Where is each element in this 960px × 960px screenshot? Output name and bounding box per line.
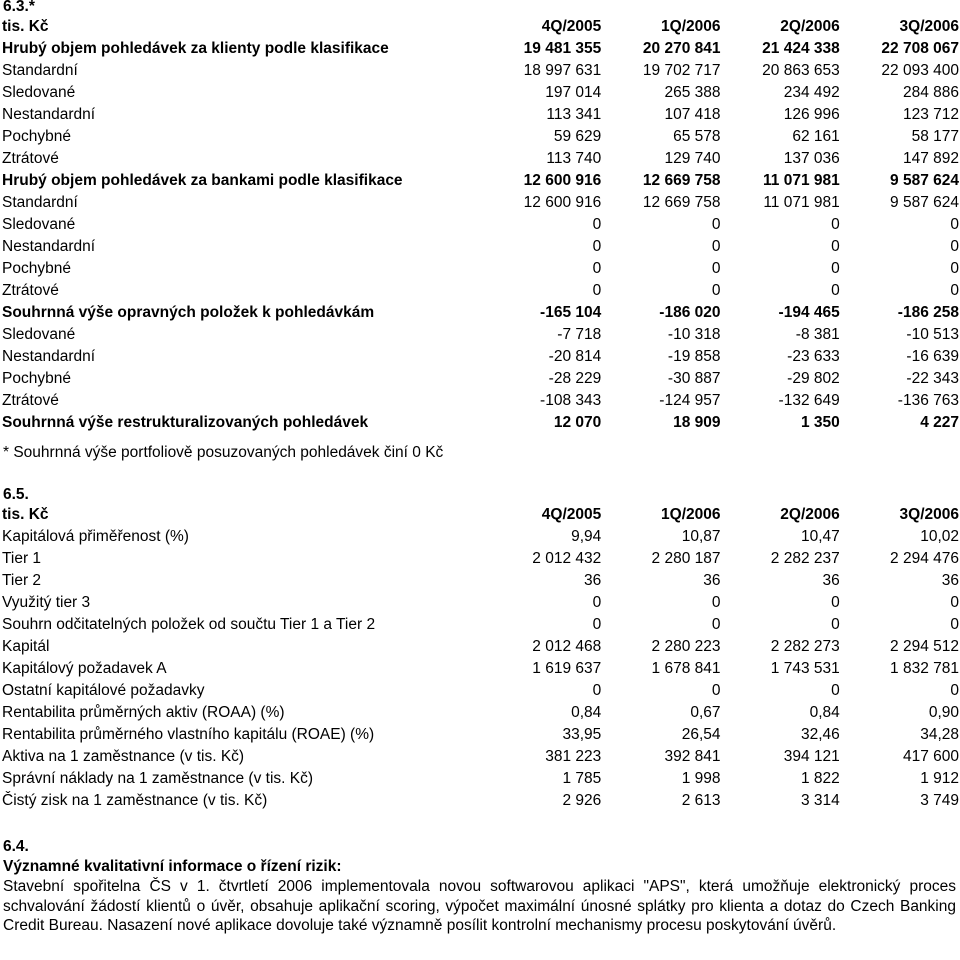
cell-value: 0,84 [571, 704, 602, 721]
cell-value: 32,46 [800, 726, 840, 743]
cell-value: -20 814 [548, 348, 602, 365]
cell-value: 137 036 [783, 150, 840, 167]
row-label: Kapitálový požadavek A [2, 660, 167, 677]
cell-value: 12 669 758 [642, 194, 721, 211]
row-label: Tier 2 [2, 572, 42, 589]
row-label: Sledované [2, 216, 76, 233]
cell-value: 0 [592, 216, 602, 233]
cell-value: 0 [711, 282, 721, 299]
row-label: Čistý zisk na 1 zaměstnance (v tis. Kč) [2, 792, 268, 809]
cell-value: -22 343 [906, 370, 959, 387]
table-row [2, 526, 959, 548]
cell-value: 2 282 273 [770, 638, 840, 655]
table-row [2, 38, 959, 60]
cell-value: -16 639 [906, 348, 959, 365]
cell-value: -186 258 [897, 304, 959, 321]
cell-value: 9,94 [571, 528, 602, 545]
table-row [2, 324, 959, 346]
row-label: Standardní [2, 194, 78, 211]
row-label: Sledované [2, 326, 76, 343]
cell-value: -10 513 [906, 326, 959, 343]
cell-value: 36 [584, 572, 602, 589]
section-6-3-heading: 6.3.* [3, 0, 35, 15]
cell-value: 36 [822, 572, 840, 589]
cell-value: 126 996 [783, 106, 840, 123]
cell-value: 10,02 [920, 528, 959, 545]
cell-value: 123 712 [902, 106, 959, 123]
table-header-row [2, 16, 959, 38]
row-label: Souhrnná výše restrukturalizovaných pohledávek [2, 414, 369, 431]
cell-value: 0 [711, 682, 721, 699]
table-row [2, 170, 959, 192]
table-row [2, 60, 959, 82]
capital-adequacy-table [2, 504, 959, 812]
column-header: 4Q/2005 [541, 18, 602, 35]
cell-value: 0 [950, 682, 959, 699]
cell-value: 0 [831, 616, 840, 633]
cell-value: 2 294 476 [890, 550, 959, 567]
row-label: Aktiva na 1 zaměstnance (v tis. Kč) [2, 748, 245, 765]
cell-value: -132 649 [778, 392, 840, 409]
cell-value: 1 832 781 [890, 660, 959, 677]
cell-value: 2 280 223 [651, 638, 721, 655]
cell-value: 12 070 [553, 414, 602, 431]
cell-value: -194 465 [778, 304, 840, 321]
row-label: Ostatní kapitálové požadavky [2, 682, 205, 699]
row-label: Standardní [2, 62, 78, 79]
cell-value: 2 926 [562, 792, 602, 809]
table-row [2, 236, 959, 258]
unit-label: tis. Kč [2, 506, 49, 523]
cell-value: 197 014 [545, 84, 602, 101]
cell-value: 129 740 [664, 150, 721, 167]
cell-value: 0 [592, 682, 602, 699]
row-label: Nestandardní [2, 238, 96, 255]
row-label: Souhrnná výše opravných položek k pohledávkám [2, 304, 375, 321]
cell-value: 22 093 400 [881, 62, 959, 79]
cell-value: 2 012 468 [532, 638, 602, 655]
table-header-row [2, 504, 959, 526]
table-row [2, 636, 959, 658]
cell-value: 20 270 841 [642, 40, 721, 57]
cell-value: 0 [950, 594, 959, 611]
cell-value: 392 841 [664, 748, 721, 765]
cell-value: 0 [592, 616, 602, 633]
row-label: Rentabilita průměrných aktiv (ROAA) (%) [2, 704, 285, 721]
cell-value: 1 743 531 [770, 660, 840, 677]
table-row [2, 768, 959, 790]
column-header: 1Q/2006 [661, 506, 721, 523]
cell-value: -108 343 [540, 392, 602, 409]
table-row [2, 258, 959, 280]
cell-value: -124 957 [659, 392, 721, 409]
cell-value: 113 341 [546, 106, 602, 123]
cell-value: 1 350 [800, 414, 840, 431]
risk-management-paragraph: Stavební spořitelna ČS v 1. čtvrtletí 2006 implementovala novou softwarovou aplikaci "APS", která umožňuje elektronický proces schvalování žádostí klientů o úvěr, obsahuje aplikační scoring, výpočet maximální únosné splátky pro klienta a dotaz do Czech Banking Credit Bureau. Nasazení nové aplikace dovoluje také významně posílit kontrolní mechanismy procesu poskytování úvěrů. [3, 878, 956, 934]
cell-value: 0 [711, 260, 721, 277]
cell-value: 234 492 [783, 84, 840, 101]
table-row [2, 214, 959, 236]
cell-value: 58 177 [911, 128, 959, 145]
cell-value: 12 600 916 [523, 172, 602, 189]
cell-value: 113 740 [546, 150, 602, 167]
cell-value: 62 161 [792, 128, 840, 145]
cell-value: 3 314 [800, 792, 840, 809]
cell-value: 0 [831, 682, 840, 699]
cell-value: 381 223 [545, 748, 602, 765]
column-header: 1Q/2006 [661, 18, 721, 35]
row-label: Hrubý objem pohledávek za klienty podle klasifikace [2, 40, 389, 57]
cell-value: 2 282 237 [770, 550, 840, 567]
row-label: Pochybné [2, 370, 71, 387]
cell-value: 11 071 981 [763, 194, 840, 211]
row-label: Hrubý objem pohledávek za bankami podle klasifikace [2, 172, 403, 189]
cell-value: 2 294 512 [890, 638, 959, 655]
cell-value: 2 012 432 [532, 550, 602, 567]
cell-value: 9 587 624 [890, 172, 959, 189]
row-label: Správní náklady na 1 zaměstnance (v tis. Kč) [2, 770, 314, 787]
column-header: 3Q/2006 [899, 506, 959, 523]
cell-value: 22 708 067 [881, 40, 959, 57]
cell-value: 34,28 [920, 726, 959, 743]
cell-value: 26,54 [681, 726, 721, 743]
cell-value: 0 [592, 594, 602, 611]
table-row [2, 126, 959, 148]
cell-value: 0,90 [928, 704, 959, 721]
row-label: Rentabilita průměrného vlastního kapitálu (ROAE) (%) [2, 726, 375, 743]
cell-value: 1 912 [920, 770, 959, 787]
table-row [2, 680, 959, 702]
row-label: Využitý tier 3 [2, 594, 91, 611]
row-label: Sledované [2, 84, 76, 101]
cell-value: 284 886 [902, 84, 959, 101]
cell-value: 10,87 [681, 528, 721, 545]
cell-value: -7 718 [557, 326, 602, 343]
footnote: * Souhrnná výše portfoliově posuzovaných pohledávek činí 0 Kč [3, 444, 444, 461]
cell-value: -136 763 [897, 392, 959, 409]
row-label: Nestandardní [2, 348, 96, 365]
table-row [2, 148, 959, 170]
cell-value: 12 600 916 [523, 194, 602, 211]
cell-value: 107 418 [664, 106, 721, 123]
row-label: Ztrátové [2, 282, 59, 299]
cell-value: 4 227 [920, 414, 959, 431]
cell-value: 33,95 [562, 726, 602, 743]
cell-value: 1 785 [562, 770, 602, 787]
column-header: 4Q/2005 [541, 506, 602, 523]
table-row [2, 346, 959, 368]
cell-value: 0 [950, 616, 959, 633]
column-header: 2Q/2006 [780, 18, 840, 35]
column-header: 2Q/2006 [780, 506, 840, 523]
row-label: Ztrátové [2, 150, 59, 167]
cell-value: 0 [831, 260, 840, 277]
cell-value: 36 [941, 572, 959, 589]
cell-value: 0 [831, 282, 840, 299]
cell-value: 59 629 [553, 128, 602, 145]
table-row [2, 82, 959, 104]
cell-value: 265 388 [664, 84, 721, 101]
table-row [2, 302, 959, 324]
cell-value: 0 [711, 616, 721, 633]
cell-value: 18 997 631 [523, 62, 602, 79]
cell-value: 0,84 [809, 704, 840, 721]
table-row [2, 724, 959, 746]
cell-value: -165 104 [540, 304, 602, 321]
cell-value: 394 121 [783, 748, 840, 765]
row-label: Ztrátové [2, 392, 59, 409]
unit-label: tis. Kč [2, 18, 49, 35]
cell-value: -23 633 [787, 348, 840, 365]
cell-value: 19 702 717 [642, 62, 721, 79]
cell-value: 0 [711, 238, 721, 255]
row-label: Souhrn odčitatelných položek od součtu Tier 1 a Tier 2 [2, 616, 376, 633]
cell-value: 0 [950, 216, 959, 233]
cell-value: -30 887 [667, 370, 721, 387]
cell-value: -19 858 [667, 348, 721, 365]
row-label: Kapitálová přiměřenost (%) [2, 528, 189, 545]
cell-value: 147 892 [902, 150, 959, 167]
cell-value: -28 229 [548, 370, 602, 387]
column-header: 3Q/2006 [899, 18, 959, 35]
cell-value: 20 863 653 [762, 62, 840, 79]
table-row [2, 790, 959, 812]
cell-value: 0 [711, 216, 721, 233]
row-label: Kapitál [2, 638, 50, 655]
table-row [2, 746, 959, 768]
cell-value: 21 424 338 [762, 40, 840, 57]
cell-value: 0 [950, 238, 959, 255]
cell-value: 9 587 624 [890, 194, 959, 211]
cell-value: 1 678 841 [651, 660, 721, 677]
section-6-4-heading: 6.4. [3, 838, 29, 855]
table-row [2, 368, 959, 390]
cell-value: 1 998 [681, 770, 721, 787]
loan-classification-table [2, 16, 959, 434]
section-6-5-heading: 6.5. [3, 486, 29, 503]
row-label: Pochybné [2, 260, 71, 277]
row-label: Nestandardní [2, 106, 96, 123]
table-row [2, 192, 959, 214]
cell-value: 2 613 [681, 792, 721, 809]
cell-value: -8 381 [795, 326, 840, 343]
table-row [2, 104, 959, 126]
row-label: Pochybné [2, 128, 71, 145]
table-row [2, 658, 959, 680]
table-row [2, 412, 959, 434]
cell-value: 0 [831, 216, 840, 233]
table-row [2, 702, 959, 724]
table-row [2, 548, 959, 570]
cell-value: 0 [711, 594, 721, 611]
table-row [2, 614, 959, 636]
cell-value: 0 [831, 594, 840, 611]
cell-value: -29 802 [787, 370, 840, 387]
row-label: Tier 1 [2, 550, 42, 567]
cell-value: 18 909 [673, 414, 721, 431]
table-row [2, 592, 959, 614]
cell-value: 10,47 [800, 528, 840, 545]
cell-value: 11 071 981 [763, 172, 840, 189]
risk-management-title: Významné kvalitativní informace o řízení rizik: [3, 858, 342, 875]
cell-value: 1 822 [800, 770, 840, 787]
cell-value: -10 318 [667, 326, 721, 343]
cell-value: 0 [950, 260, 959, 277]
cell-value: 12 669 758 [642, 172, 721, 189]
table-row [2, 390, 959, 412]
cell-value: -186 020 [659, 304, 721, 321]
cell-value: 417 600 [902, 748, 959, 765]
cell-value: 0 [831, 238, 840, 255]
cell-value: 65 578 [673, 128, 721, 145]
cell-value: 1 619 637 [532, 660, 602, 677]
table-row [2, 570, 959, 592]
cell-value: 0 [592, 282, 602, 299]
cell-value: 19 481 355 [523, 40, 602, 57]
cell-value: 3 749 [920, 792, 959, 809]
cell-value: 2 280 187 [651, 550, 721, 567]
cell-value: 0,67 [690, 704, 721, 721]
table-row [2, 280, 959, 302]
cell-value: 36 [703, 572, 721, 589]
cell-value: 0 [592, 238, 602, 255]
cell-value: 0 [592, 260, 602, 277]
cell-value: 0 [950, 282, 959, 299]
